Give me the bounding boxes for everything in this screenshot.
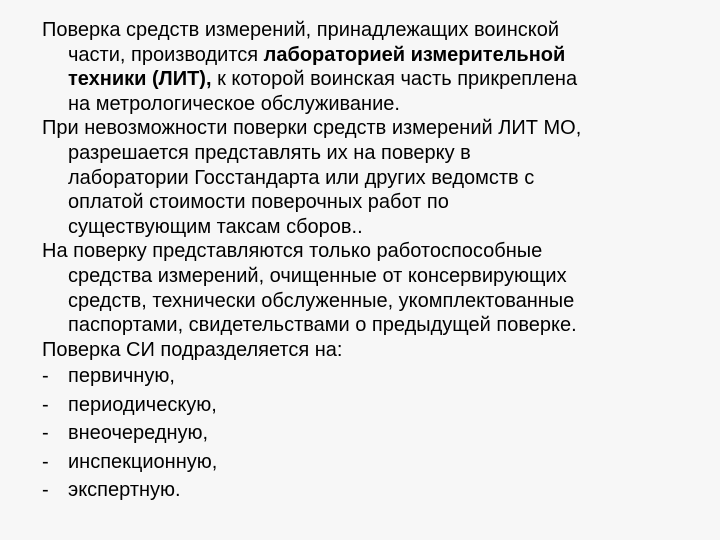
- paragraph-line: [42, 18, 692, 43]
- text-run: лаборатории Госстандарта или других ведомств с: [68, 166, 535, 189]
- paragraph: [42, 239, 692, 337]
- list-bullet: -: [42, 365, 49, 388]
- text-run: Поверка средств измерений, принадлежащих воинской: [42, 19, 560, 41]
- list-item-text: экспертную.: [68, 478, 181, 501]
- paragraph-line: [42, 239, 692, 264]
- list-item-text: инспекционную,: [68, 450, 218, 473]
- paragraph-line: [42, 166, 692, 191]
- list-item-text: периодическую,: [68, 393, 217, 416]
- text-run: оплатой стоимости поверочных работ по: [68, 191, 449, 214]
- paragraph-line: [42, 92, 692, 117]
- paragraph-line: [42, 190, 692, 215]
- paragraph-line: [42, 141, 692, 166]
- list-bullet: -: [42, 422, 49, 445]
- list-item-text: первичную,: [68, 365, 175, 388]
- text-run: средств, технически обслуженные, укомплектованные: [68, 289, 575, 312]
- paragraph-line: [42, 43, 692, 68]
- list-item: [42, 476, 692, 504]
- bold-text: техники (ЛИТ),: [68, 68, 212, 91]
- paragraph-line: [42, 338, 692, 363]
- text-run: средства измерений, очищенные от консервирующих: [68, 264, 567, 287]
- paragraph-line: [42, 215, 692, 240]
- paragraph-line: [42, 313, 692, 338]
- text-run: паспортами, свидетельствами о предыдущей поверке.: [68, 314, 577, 337]
- list-bullet: -: [42, 450, 49, 473]
- paragraph-line: [42, 67, 692, 92]
- text-run: на метрологическое обслуживание.: [68, 92, 400, 115]
- paragraph-line: [42, 264, 692, 289]
- paragraph: [42, 116, 692, 239]
- list-bullet: -: [42, 478, 49, 501]
- verification-types-list: [42, 362, 692, 504]
- text-run: разрешается представлять их на поверку в: [68, 141, 471, 164]
- list-item: [42, 362, 692, 390]
- list-item: [42, 391, 692, 419]
- paragraph-line: [42, 116, 692, 141]
- text-run: При невозможности поверки средств измерений ЛИТ МО,: [42, 117, 582, 140]
- paragraph-line: [42, 289, 692, 314]
- text-run: существующим таксам сборов..: [68, 215, 363, 238]
- paragraph: [42, 338, 692, 363]
- text-run: Поверка СИ подразделяется на:: [42, 338, 343, 361]
- text-run: части, производится: [68, 43, 264, 66]
- text-run: На поверку представляются только работоспособные: [42, 240, 543, 263]
- text-body: [42, 18, 692, 362]
- bold-text: лабораторией измерительной: [263, 43, 566, 66]
- list-item: [42, 419, 692, 447]
- list-item-text: внеочередную,: [68, 422, 209, 445]
- text-run: к которой воинская часть прикреплена: [211, 68, 578, 91]
- list-item: [42, 448, 692, 476]
- paragraph: [42, 18, 692, 116]
- list-bullet: -: [42, 393, 49, 416]
